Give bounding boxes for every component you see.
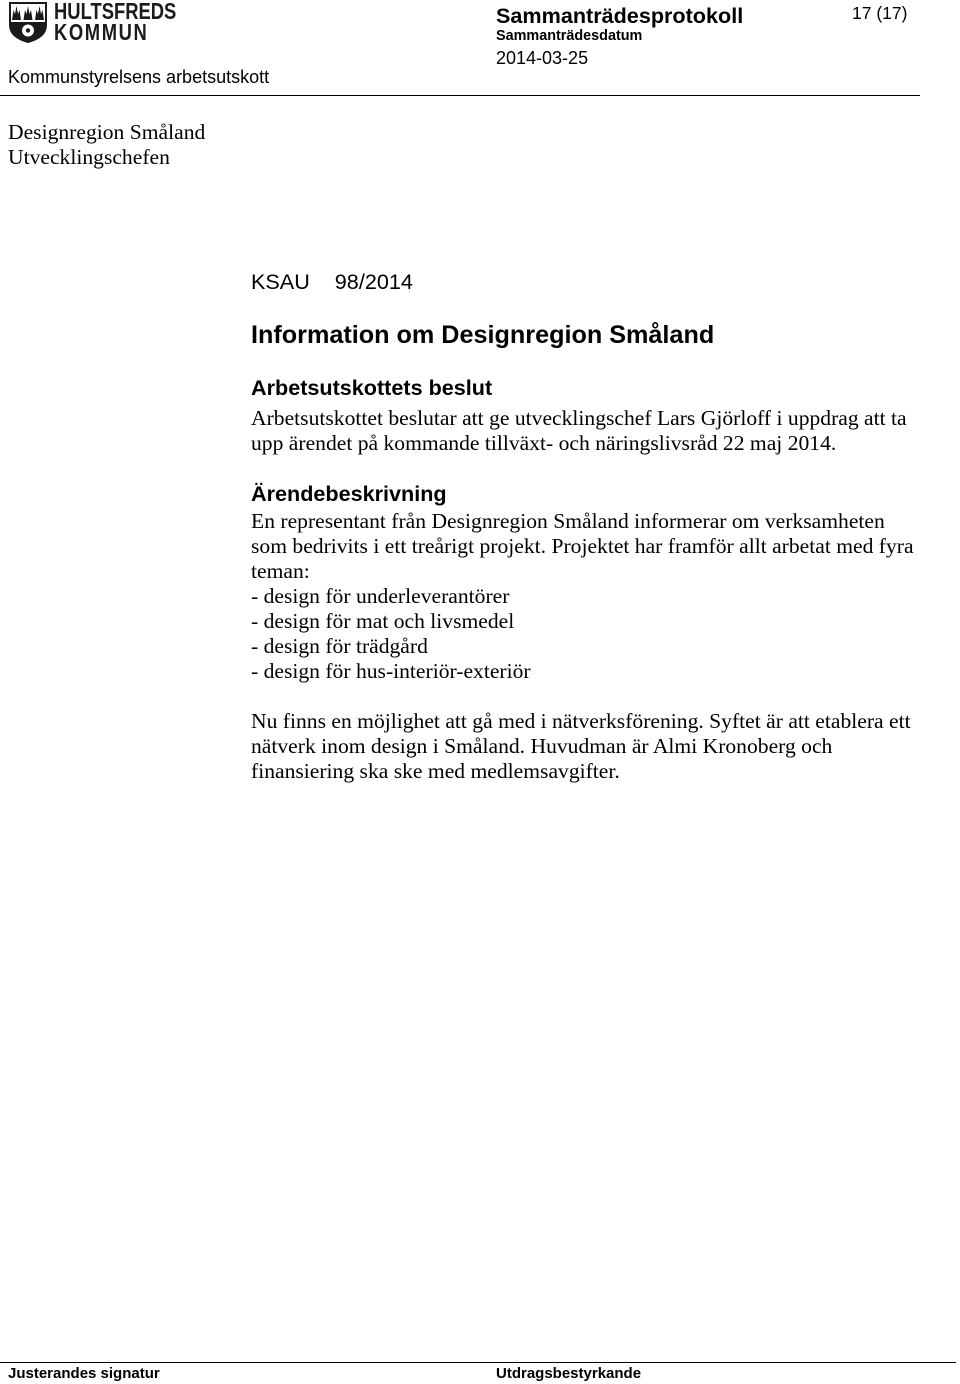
theme-list-item: - design för underleverantörer — [251, 584, 510, 608]
recipient: Designregion Småland — [8, 120, 206, 144]
closing-text-line: finansiering ska ske med medlemsavgifter. — [251, 759, 620, 783]
theme-list-item: - design för hus-interiör-exteriör — [251, 659, 531, 683]
meeting-date-label: Sammanträdesdatum — [496, 27, 643, 44]
closing-text-line: nätverk inom design i Småland. Huvudman är Almi Kronoberg och — [251, 734, 833, 758]
header-divider — [0, 95, 920, 96]
meeting-date: 2014-03-25 — [496, 47, 589, 68]
description-text-line: En representant från Designregion Småland informerar om verksamheten — [251, 509, 885, 533]
case-number: KSAU 98/2014 — [251, 268, 413, 294]
recipient: Utvecklingschefen — [8, 145, 170, 169]
description-heading: Ärendebeskrivning — [251, 480, 447, 506]
closing-text-line: Nu finns en möjlighet att gå med i nätverksförening. Syftet är att etablera ett — [251, 709, 911, 733]
decision-text-line: upp ärendet på kommande tillväxt- och näringslivsråd 22 maj 2014. — [251, 431, 837, 455]
description-text-line: teman: — [251, 559, 310, 583]
logo-wordmark-line1: HULTSFREDS — [54, 0, 177, 24]
document-type: Sammanträdesprotokoll — [496, 2, 744, 28]
committee-name: Kommunstyrelsens arbetsutskott — [8, 66, 270, 87]
page-number: 17 (17) — [852, 3, 908, 24]
theme-list-item: - design för trädgård — [251, 634, 428, 658]
description-text-line: som bedrivits i ett treårigt projekt. Projektet har framför allt arbetat med fyra — [251, 534, 914, 558]
decision-heading: Arbetsutskottets beslut — [251, 374, 493, 400]
coat-of-arms-icon — [8, 1, 48, 43]
decision-text-line: Arbetsutskottet beslutar att ge utvecklingschef Lars Gjörloff i uppdrag att ta — [251, 406, 907, 430]
certification-label: Utdragsbestyrkande — [496, 1365, 642, 1383]
signature-label: Justerandes signatur — [8, 1365, 160, 1383]
footer-divider — [0, 1362, 956, 1363]
item-title: Information om Designregion Småland — [251, 320, 715, 349]
logo-wordmark-line2: KOMMUN — [54, 18, 149, 45]
theme-list-item: - design för mat och livsmedel — [251, 609, 515, 633]
